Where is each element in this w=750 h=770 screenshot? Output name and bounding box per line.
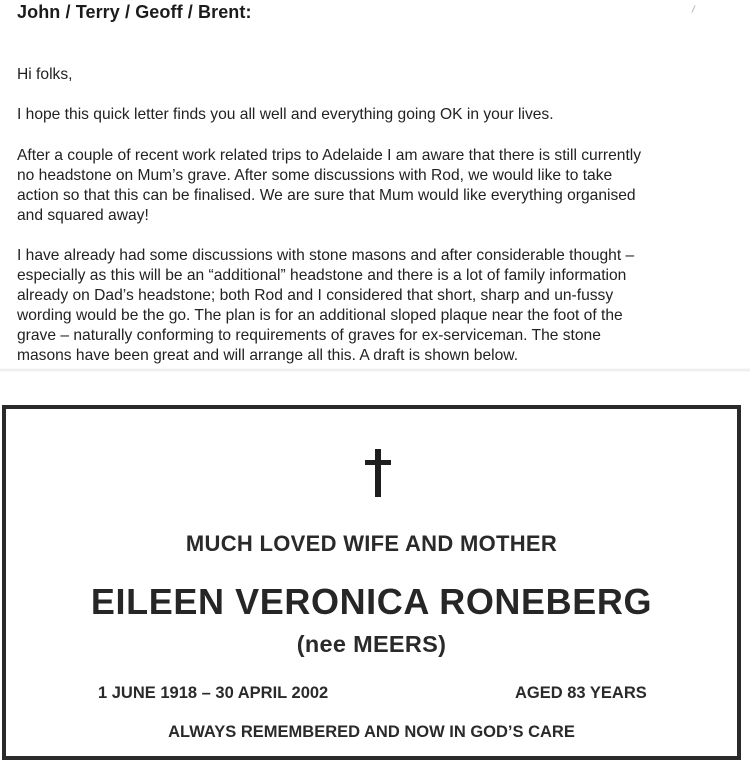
letter-line: wording would be the go. The plan is for an additional sloped plaque near the foot of the bbox=[17, 307, 623, 324]
letter-line: I hope this quick letter finds you all well and everything going OK in your lives. bbox=[17, 106, 554, 123]
letter-line: After a couple of recent work related trips to Adelaide I am aware that there is still currently bbox=[17, 147, 642, 164]
scan-edge-divider bbox=[0, 368, 750, 372]
plaque-draft bbox=[2, 405, 741, 760]
plaque-age: AGED 83 YEARS bbox=[515, 684, 647, 702]
letter-paragraph-2 bbox=[17, 146, 717, 226]
plaque-heading: MUCH LOVED WIFE AND MOTHER bbox=[185, 531, 558, 556]
plaque-dates: 1 JUNE 1918 – 30 APRIL 2002 bbox=[98, 684, 329, 702]
letter-line: grave – naturally conforming to requirements of graves for ex-serviceman. The stone bbox=[17, 327, 601, 344]
letter-line: and squared away! bbox=[17, 207, 149, 224]
cross-icon bbox=[365, 449, 391, 497]
letter-line: no headstone on Mum’s grave. After some discussions with Rod, we would like to take bbox=[17, 167, 613, 184]
letter-addressee: John / Terry / Geoff / Brent: bbox=[17, 2, 252, 22]
letter-paragraph-1 bbox=[17, 105, 717, 125]
scan-mark bbox=[691, 5, 695, 13]
letter-greeting: Hi folks, bbox=[17, 66, 73, 83]
plaque-epitaph: ALWAYS REMEMBERED AND NOW IN GOD’S CARE bbox=[168, 723, 575, 741]
plaque-name: EILEEN VERONICA RONEBERG bbox=[90, 581, 653, 622]
letter-line: masons have been great and will arrange all this. A draft is shown below. bbox=[17, 347, 519, 364]
letter-line: especially as this will be an “additional” headstone and there is a lot of family information bbox=[17, 267, 627, 284]
letter-line: I have already had some discussions with stone masons and after considerable thought – bbox=[17, 247, 635, 264]
plaque-maiden-name: (nee MEERS) bbox=[296, 631, 447, 657]
letter bbox=[0, 0, 750, 372]
letter-line: action so that this can be finalised. We are sure that Mum would like everything organised bbox=[17, 187, 636, 204]
letter-line: already on Dad’s headstone; both Rod and I considered that short, sharp and un-fussy bbox=[17, 287, 614, 304]
letter-paragraph-3 bbox=[17, 246, 717, 366]
